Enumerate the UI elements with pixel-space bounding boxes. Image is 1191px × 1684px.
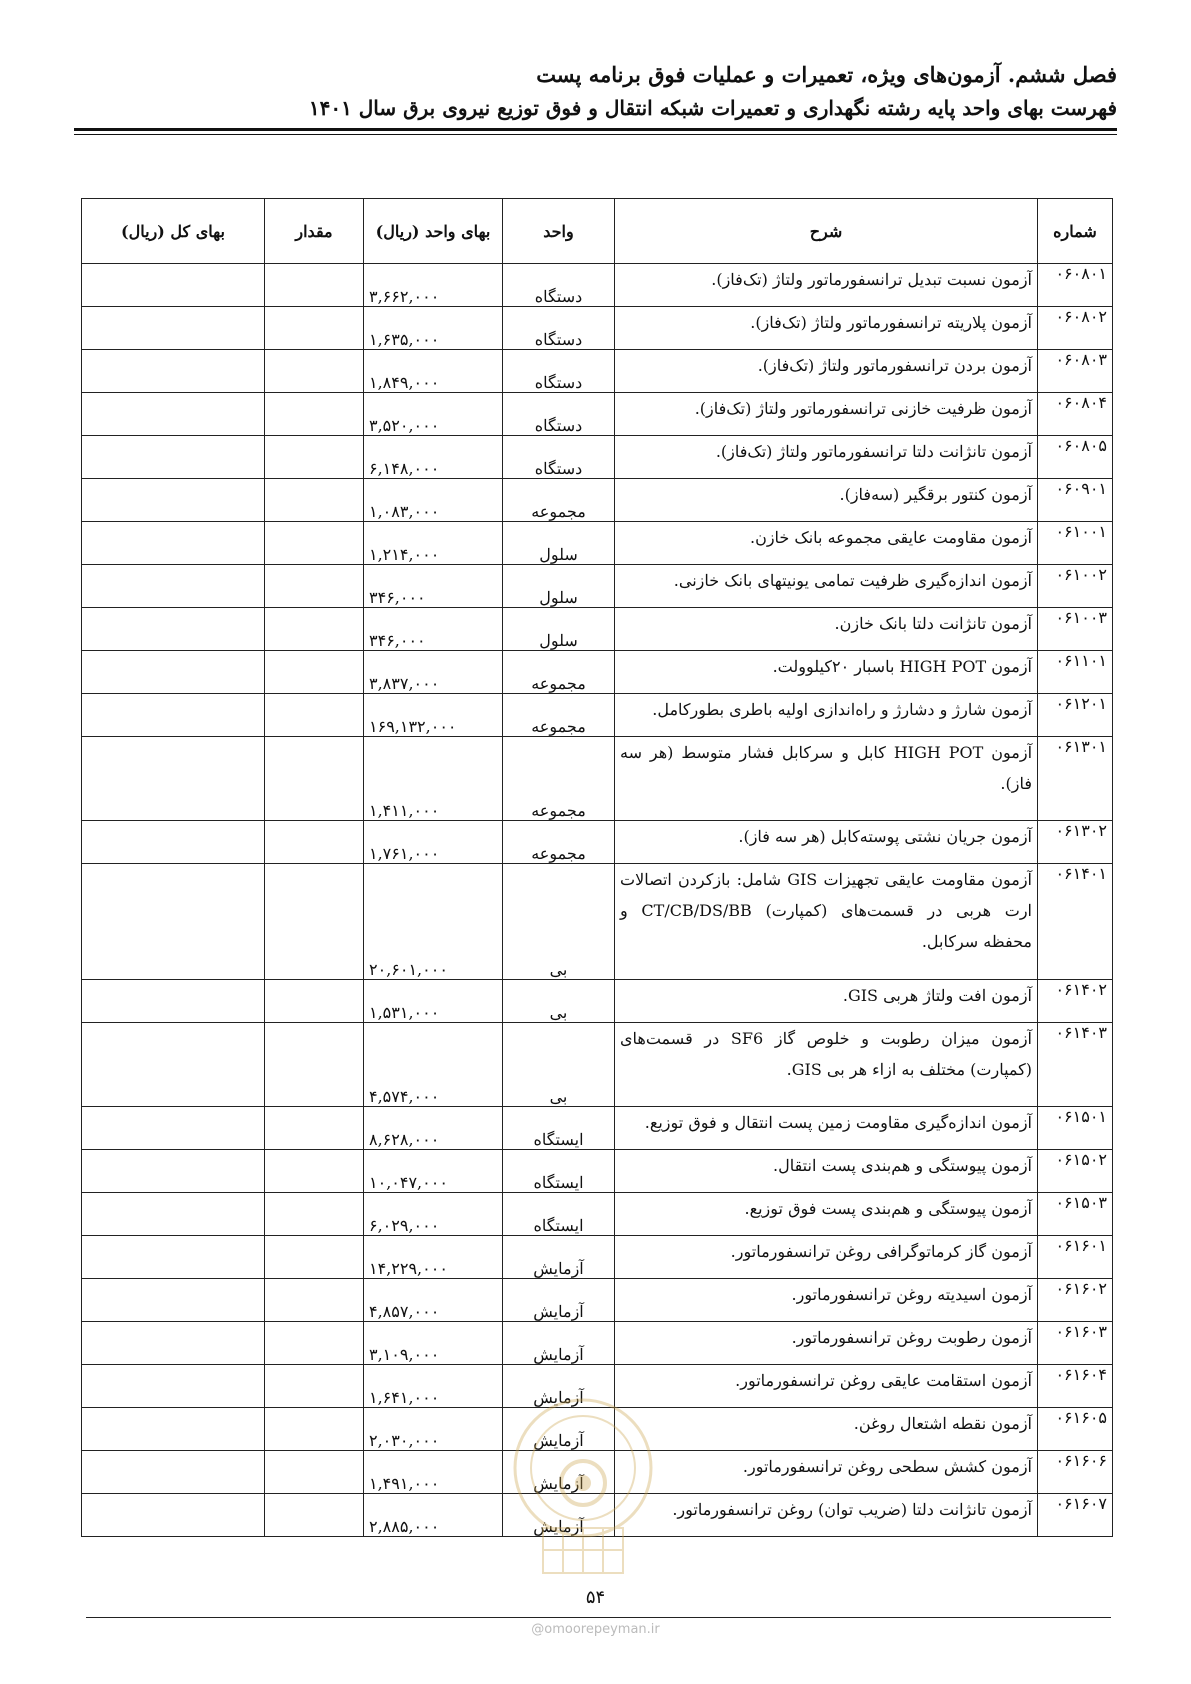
- table-row: [82, 821, 1113, 864]
- price-table: [81, 198, 1113, 1537]
- row-unit: سلول: [503, 522, 615, 565]
- row-unit: آزمایش: [503, 1365, 615, 1408]
- row-unit-price: ۱,۴۹۱,۰۰۰: [364, 1451, 503, 1494]
- row-unit-price: ۸,۶۲۸,۰۰۰: [364, 1107, 503, 1150]
- row-code: ۰۶۱۴۰۳: [1038, 1023, 1113, 1107]
- row-quantity: [265, 1494, 364, 1537]
- row-unit-price: ۴,۸۵۷,۰۰۰: [364, 1279, 503, 1322]
- row-unit-price: ۱۶۹,۱۳۲,۰۰۰: [364, 694, 503, 737]
- row-unit: آزمایش: [503, 1451, 615, 1494]
- row-code: ۰۶۱۳۰۲: [1038, 821, 1113, 864]
- row-total-price: [82, 479, 265, 522]
- row-unit-price: ۲۰,۶۰۱,۰۰۰: [364, 864, 503, 980]
- table-body: [82, 264, 1113, 1537]
- table-row: [82, 307, 1113, 350]
- row-total-price: [82, 1322, 265, 1365]
- row-quantity: [265, 1236, 364, 1279]
- row-code: ۰۶۱۳۰۱: [1038, 737, 1113, 821]
- row-unit-price: ۱,۶۳۵,۰۰۰: [364, 307, 503, 350]
- row-code: ۰۶۰۸۰۱: [1038, 264, 1113, 307]
- row-code: ۰۶۱۶۰۴: [1038, 1365, 1113, 1408]
- row-quantity: [265, 1408, 364, 1451]
- table-row: [82, 264, 1113, 307]
- row-unit: دستگاه: [503, 393, 615, 436]
- row-total-price: [82, 864, 265, 980]
- row-quantity: [265, 694, 364, 737]
- table-row: [82, 1150, 1113, 1193]
- row-description: آزمون ظرفیت خازنی ترانسفورماتور ولتاژ (تک‌فاز).: [615, 393, 1038, 436]
- table-row: [82, 1107, 1113, 1150]
- row-total-price: [82, 694, 265, 737]
- row-code: ۰۶۱۰۰۱: [1038, 522, 1113, 565]
- row-code: ۰۶۰۸۰۳: [1038, 350, 1113, 393]
- table-row: [82, 1279, 1113, 1322]
- row-quantity: [265, 479, 364, 522]
- row-unit-price: ۱,۷۶۱,۰۰۰: [364, 821, 503, 864]
- row-total-price: [82, 821, 265, 864]
- row-quantity: [265, 1023, 364, 1107]
- row-unit-price: ۱۰,۰۴۷,۰۰۰: [364, 1150, 503, 1193]
- row-unit: مجموعه: [503, 694, 615, 737]
- row-description: آزمون میزان رطوبت و خلوص گاز SF6 در قسمت‌های (کمپارت) مختلف به ازاء هر بی GIS.: [615, 1023, 1038, 1107]
- row-description: آزمون مقاومت عایقی تجهیزات GIS شامل: بازکردن اتصالات ارت هربی در قسمت‌های (کمپارت) CT/CB/DS/BB و محفظه سرکابل.: [615, 864, 1038, 980]
- table-row: [82, 1236, 1113, 1279]
- row-total-price: [82, 565, 265, 608]
- row-unit-price: ۳,۸۳۷,۰۰۰: [364, 651, 503, 694]
- row-code: ۰۶۱۲۰۱: [1038, 694, 1113, 737]
- row-description: آزمون مقاومت عایقی مجموعه بانک خازن.: [615, 522, 1038, 565]
- row-unit: آزمایش: [503, 1494, 615, 1537]
- row-unit: دستگاه: [503, 436, 615, 479]
- row-description: آزمون رطوبت روغن ترانسفورماتور.: [615, 1322, 1038, 1365]
- row-code: ۰۶۱۱۰۱: [1038, 651, 1113, 694]
- chapter-title: فصل ششم. آزمون‌های ویژه، تعمیرات و عملیات فوق برنامه پست: [536, 62, 1117, 87]
- row-code: ۰۶۰۸۰۵: [1038, 436, 1113, 479]
- row-unit-price: ۲,۸۸۵,۰۰۰: [364, 1494, 503, 1537]
- row-description: آزمون نسبت تبدیل ترانسفورماتور ولتاژ (تک‌فاز).: [615, 264, 1038, 307]
- row-unit-price: ۱۴,۲۲۹,۰۰۰: [364, 1236, 503, 1279]
- row-code: ۰۶۱۵۰۱: [1038, 1107, 1113, 1150]
- row-unit: ایستگاه: [503, 1150, 615, 1193]
- table-row: [82, 608, 1113, 651]
- row-unit: بی: [503, 1023, 615, 1107]
- row-description: آزمون پیوستگی و هم‌بندی پست فوق توزیع.: [615, 1193, 1038, 1236]
- row-total-price: [82, 436, 265, 479]
- table-row: [82, 1023, 1113, 1107]
- row-unit-price: ۴,۵۷۴,۰۰۰: [364, 1023, 503, 1107]
- table-row: [82, 350, 1113, 393]
- row-quantity: [265, 651, 364, 694]
- row-quantity: [265, 565, 364, 608]
- row-unit: سلول: [503, 565, 615, 608]
- row-description: آزمون نقطه اشتعال روغن.: [615, 1408, 1038, 1451]
- row-unit: آزمایش: [503, 1408, 615, 1451]
- row-quantity: [265, 864, 364, 980]
- row-unit-price: ۳۴۶,۰۰۰: [364, 608, 503, 651]
- table-header-row: [82, 199, 1113, 264]
- row-unit: بی: [503, 864, 615, 980]
- row-code: ۰۶۱۴۰۲: [1038, 980, 1113, 1023]
- row-description: آزمون تانژانت دلتا بانک خازن.: [615, 608, 1038, 651]
- table-row: [82, 393, 1113, 436]
- row-total-price: [82, 1193, 265, 1236]
- row-code: ۰۶۰۹۰۱: [1038, 479, 1113, 522]
- row-code: ۰۶۱۰۰۲: [1038, 565, 1113, 608]
- row-description: آزمون HIGH POT کابل و سرکابل فشار متوسط (هر سه فاز).: [615, 737, 1038, 821]
- row-total-price: [82, 1365, 265, 1408]
- row-code: ۰۶۱۶۰۶: [1038, 1451, 1113, 1494]
- footer-rule: [86, 1617, 1111, 1618]
- row-quantity: [265, 1193, 364, 1236]
- row-total-price: [82, 1236, 265, 1279]
- watermark-url: @omoorepeyman.ir: [531, 1622, 660, 1637]
- row-quantity: [265, 522, 364, 565]
- row-unit: آزمایش: [503, 1279, 615, 1322]
- table-row: [82, 694, 1113, 737]
- row-unit-price: ۱,۵۳۱,۰۰۰: [364, 980, 503, 1023]
- row-description: آزمون پلاریته ترانسفورماتور ولتاژ (تک‌فاز).: [615, 307, 1038, 350]
- row-total-price: [82, 1494, 265, 1537]
- table-row: [82, 565, 1113, 608]
- row-total-price: [82, 522, 265, 565]
- row-unit: مجموعه: [503, 479, 615, 522]
- row-code: ۰۶۱۰۰۳: [1038, 608, 1113, 651]
- row-unit: مجموعه: [503, 651, 615, 694]
- row-code: ۰۶۰۸۰۲: [1038, 307, 1113, 350]
- row-code: ۰۶۱۶۰۱: [1038, 1236, 1113, 1279]
- row-quantity: [265, 821, 364, 864]
- row-total-price: [82, 393, 265, 436]
- row-quantity: [265, 307, 364, 350]
- row-total-price: [82, 651, 265, 694]
- table-row: [82, 479, 1113, 522]
- row-quantity: [265, 608, 364, 651]
- column-header-code: شماره: [1038, 199, 1113, 264]
- row-description: آزمون شارژ و دشارژ و راه‌اندازی اولیه باطری بطورکامل.: [615, 694, 1038, 737]
- row-quantity: [265, 1150, 364, 1193]
- table-row: [82, 651, 1113, 694]
- row-quantity: [265, 1322, 364, 1365]
- row-unit: دستگاه: [503, 307, 615, 350]
- table-row: [82, 980, 1113, 1023]
- row-description: آزمون بردن ترانسفورماتور ولتاژ (تک‌فاز).: [615, 350, 1038, 393]
- table-row: [82, 1193, 1113, 1236]
- row-unit: سلول: [503, 608, 615, 651]
- row-total-price: [82, 307, 265, 350]
- row-unit-price: ۶,۱۴۸,۰۰۰: [364, 436, 503, 479]
- row-description: آزمون تانژانت دلتا ترانسفورماتور ولتاژ (تک‌فاز).: [615, 436, 1038, 479]
- row-unit: دستگاه: [503, 350, 615, 393]
- row-quantity: [265, 1279, 364, 1322]
- row-unit-price: ۳۴۶,۰۰۰: [364, 565, 503, 608]
- row-quantity: [265, 264, 364, 307]
- column-header-description: شرح: [615, 199, 1038, 264]
- row-total-price: [82, 1023, 265, 1107]
- row-quantity: [265, 1107, 364, 1150]
- row-code: ۰۶۱۶۰۲: [1038, 1279, 1113, 1322]
- row-unit: مجموعه: [503, 737, 615, 821]
- row-unit: ایستگاه: [503, 1107, 615, 1150]
- row-description: آزمون گاز کرماتوگرافی روغن ترانسفورماتور.: [615, 1236, 1038, 1279]
- row-unit-price: ۳,۱۰۹,۰۰۰: [364, 1322, 503, 1365]
- row-total-price: [82, 1107, 265, 1150]
- row-description: آزمون اندازه‌گیری مقاومت زمین پست انتقال و فوق توزیع.: [615, 1107, 1038, 1150]
- page-number: ۵۴: [585, 1587, 606, 1608]
- row-description: آزمون جریان نشتی پوسته‌کابل (هر سه فاز).: [615, 821, 1038, 864]
- row-quantity: [265, 436, 364, 479]
- row-description: آزمون کشش سطحی روغن ترانسفورماتور.: [615, 1451, 1038, 1494]
- row-unit-price: ۱,۲۱۴,۰۰۰: [364, 522, 503, 565]
- row-quantity: [265, 1451, 364, 1494]
- table-row: [82, 436, 1113, 479]
- row-description: آزمون اندازه‌گیری ظرفیت تمامی یونیتهای بانک خازنی.: [615, 565, 1038, 608]
- row-description: آزمون پیوستگی و هم‌بندی پست انتقال.: [615, 1150, 1038, 1193]
- column-header-unit: واحد: [503, 199, 615, 264]
- table-row: [82, 864, 1113, 980]
- row-description: آزمون استقامت عایقی روغن ترانسفورماتور.: [615, 1365, 1038, 1408]
- row-code: ۰۶۱۵۰۳: [1038, 1193, 1113, 1236]
- row-code: ۰۶۱۵۰۲: [1038, 1150, 1113, 1193]
- table-row: [82, 737, 1113, 821]
- row-total-price: [82, 1150, 265, 1193]
- row-total-price: [82, 608, 265, 651]
- column-header-total-price: بهای کل (ریال): [82, 199, 265, 264]
- row-code: ۰۶۱۴۰۱: [1038, 864, 1113, 980]
- row-code: ۰۶۰۸۰۴: [1038, 393, 1113, 436]
- page-header: [74, 58, 1117, 124]
- row-description: آزمون افت ولتاژ هربی GIS.: [615, 980, 1038, 1023]
- row-quantity: [265, 1365, 364, 1408]
- row-quantity: [265, 393, 364, 436]
- row-total-price: [82, 980, 265, 1023]
- row-unit: آزمایش: [503, 1322, 615, 1365]
- price-list-title: فهرست بهای واحد پایه رشته نگهداری و تعمیرات شبکه انتقال و فوق توزیع نیروی برق سال ۱۴۰۱: [308, 96, 1117, 120]
- table-row: [82, 522, 1113, 565]
- row-total-price: [82, 1408, 265, 1451]
- column-header-unit-price: بهای واحد (ریال): [364, 199, 503, 264]
- row-description: آزمون کنتور برقگیر (سه‌فاز).: [615, 479, 1038, 522]
- row-description: آزمون اسیدیته روغن ترانسفورماتور.: [615, 1279, 1038, 1322]
- row-unit-price: ۳,۵۲۰,۰۰۰: [364, 393, 503, 436]
- row-total-price: [82, 1279, 265, 1322]
- row-total-price: [82, 350, 265, 393]
- row-quantity: [265, 980, 364, 1023]
- row-quantity: [265, 737, 364, 821]
- row-quantity: [265, 350, 364, 393]
- row-description: آزمون HIGH POT باسبار ۲۰کیلوولت.: [615, 651, 1038, 694]
- row-code: ۰۶۱۶۰۷: [1038, 1494, 1113, 1537]
- row-unit-price: ۲,۰۳۰,۰۰۰: [364, 1408, 503, 1451]
- row-total-price: [82, 264, 265, 307]
- header-rule-thick: [74, 128, 1117, 131]
- publisher-seal-watermark: [508, 1388, 658, 1578]
- row-unit: دستگاه: [503, 264, 615, 307]
- table-row: [82, 1322, 1113, 1365]
- row-description: آزمون تانژانت دلتا (ضریب توان) روغن ترانسفورماتور.: [615, 1494, 1038, 1537]
- row-total-price: [82, 1451, 265, 1494]
- row-unit-price: ۱,۰۸۳,۰۰۰: [364, 479, 503, 522]
- header-rule-thin: [74, 134, 1117, 135]
- row-unit: آزمایش: [503, 1236, 615, 1279]
- row-unit-price: ۱,۶۴۱,۰۰۰: [364, 1365, 503, 1408]
- column-header-quantity: مقدار: [265, 199, 364, 264]
- row-unit: بی: [503, 980, 615, 1023]
- row-unit-price: ۶,۰۲۹,۰۰۰: [364, 1193, 503, 1236]
- row-total-price: [82, 737, 265, 821]
- row-unit-price: ۱,۸۴۹,۰۰۰: [364, 350, 503, 393]
- row-unit: ایستگاه: [503, 1193, 615, 1236]
- row-unit-price: ۱,۴۱۱,۰۰۰: [364, 737, 503, 821]
- row-unit: مجموعه: [503, 821, 615, 864]
- row-unit-price: ۳,۶۶۲,۰۰۰: [364, 264, 503, 307]
- row-code: ۰۶۱۶۰۵: [1038, 1408, 1113, 1451]
- row-code: ۰۶۱۶۰۳: [1038, 1322, 1113, 1365]
